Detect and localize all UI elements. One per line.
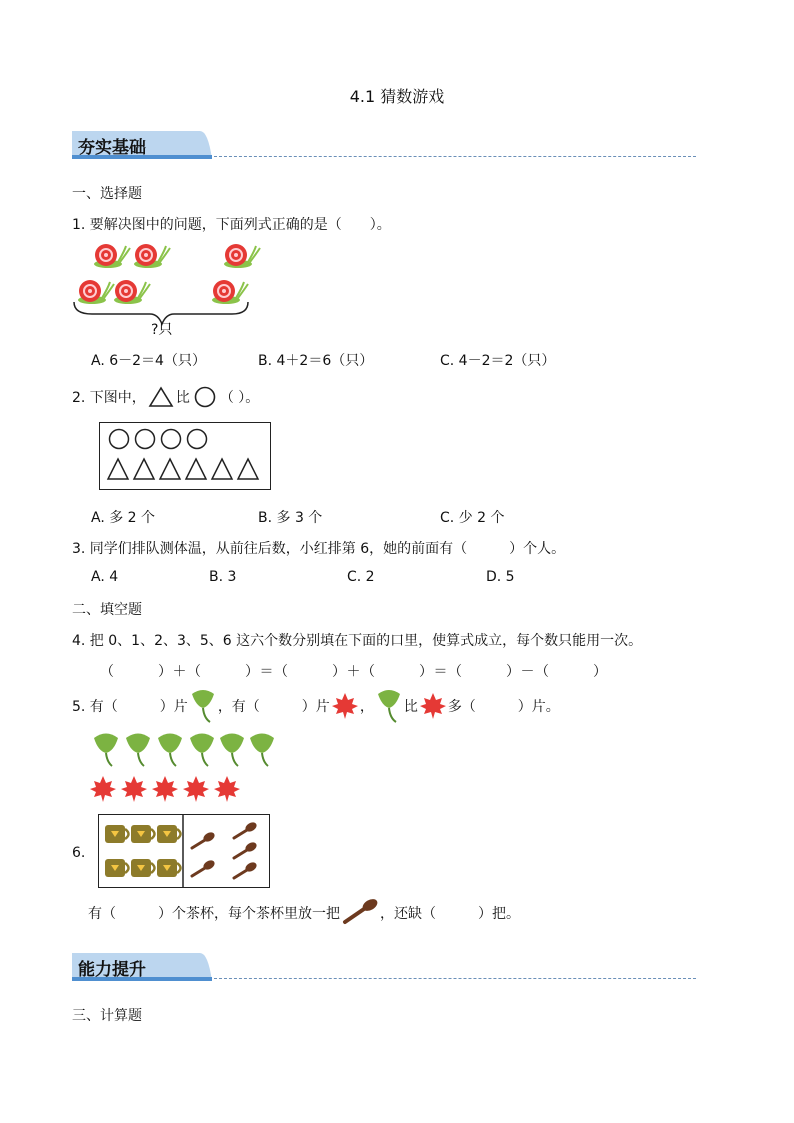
q5-part-a: 5. 有（ ）片 (72, 699, 188, 715)
spoon-icon (340, 898, 380, 928)
q6-part-b: ，还缺（ ）把。 (380, 906, 520, 922)
question-5-text (72, 688, 560, 724)
question-1-text: 1. 要解决图中的问题，下面列式正确的是（ ）。 (72, 217, 391, 233)
section-title: 能力提升 (78, 960, 146, 980)
section-banner-basics (72, 131, 212, 159)
q5-part-e: 多（ ）片。 (447, 699, 560, 715)
q3-option-c[interactable]: C. 2 (347, 569, 375, 585)
q2-option-b[interactable]: B. 多 3 个 (258, 510, 323, 526)
triangle-icon (148, 386, 174, 408)
q1-option-a[interactable]: A. 6－2＝4（只） (91, 353, 206, 369)
q2-suffix: （ ）。 (219, 390, 260, 406)
brace-label: ?只 (151, 322, 173, 338)
question-2-text (72, 386, 259, 408)
question-6-text (88, 896, 520, 930)
ginkgo-leaf-icon (374, 688, 404, 724)
maple-leaf-icon (418, 691, 448, 721)
ginkgo-leaf-icon (188, 688, 218, 724)
cups-spoons-box (98, 814, 270, 888)
shapes-box (99, 422, 271, 490)
circle-icon (192, 386, 218, 408)
part-heading: 二、填空题 (72, 602, 142, 618)
q4-equation: （ ）＋（ ）＝（ ）＋（ ）＝（ ）－（ ） (100, 664, 608, 680)
part-heading: 三、计算题 (72, 1008, 142, 1024)
q3-option-b[interactable]: B. 3 (209, 569, 237, 585)
q5-part-b: ，有（ ）片 (217, 699, 330, 715)
q2-mid: 比 (175, 390, 190, 406)
leaves-illustration (88, 730, 288, 806)
q2-prefix: 2. 下图中， (72, 390, 146, 406)
maple-leaf-icon (330, 691, 360, 721)
section-banner-advanced (72, 953, 212, 981)
question-6-label: 6. (72, 845, 86, 861)
q1-option-b[interactable]: B. 4＋2＝6（只） (258, 353, 374, 369)
page-title: 4.1 猜数游戏 (349, 87, 445, 106)
q5-part-d: 比 (403, 699, 418, 715)
q3-option-d[interactable]: D. 5 (486, 569, 515, 585)
question-4-text: 4. 把 0、1、2、3、5、6 这六个数分别填在下面的口里，使算式成立，每个数只能用一次。 (72, 633, 643, 649)
q2-option-c[interactable]: C. 少 2 个 (440, 510, 505, 526)
q1-option-c[interactable]: C. 4－2＝2（只） (440, 353, 556, 369)
q5-part-c: ， (359, 699, 374, 715)
question-3-text: 3. 同学们排队测体温，从前往后数，小红排第 6，她的前面有（ ）个人。 (72, 541, 566, 557)
section-divider (214, 156, 696, 157)
part-heading: 一、选择题 (72, 186, 142, 202)
q6-part-a: 有（ ）个茶杯，每个茶杯里放一把 (88, 906, 340, 922)
section-title: 夯实基础 (78, 138, 146, 158)
q2-option-a[interactable]: A. 多 2 个 (91, 510, 156, 526)
q3-option-a[interactable]: A. 4 (91, 569, 119, 585)
section-divider (214, 978, 696, 979)
